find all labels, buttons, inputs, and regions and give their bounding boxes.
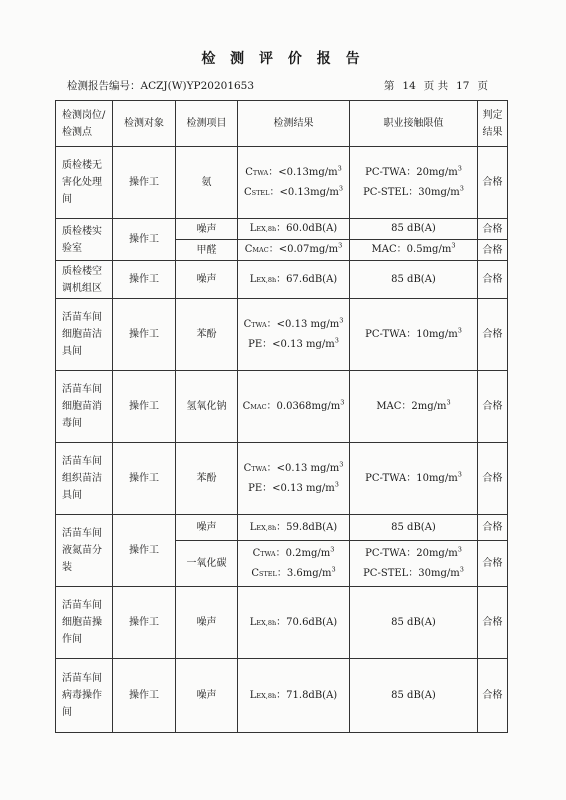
value-superscript: 3 — [459, 184, 464, 193]
value-subscript: STEL — [259, 569, 277, 578]
value-text: PC-TWA：10mg/m — [365, 472, 458, 484]
value-superscript: 3 — [457, 545, 462, 554]
table-header-row — [56, 101, 508, 147]
page-indicator — [380, 78, 492, 93]
table-row — [56, 515, 508, 541]
value-text: PC-STEL：30mg/m — [363, 186, 460, 198]
cell-result — [238, 299, 350, 371]
cell-judge: 合格 — [478, 261, 508, 299]
value-superscript: 3 — [330, 545, 335, 554]
value-superscript: 3 — [334, 480, 339, 489]
header-position: 检测岗位/检测点 — [56, 101, 113, 147]
value-superscript: 3 — [457, 326, 462, 335]
value-subscript: EX,8h — [256, 275, 277, 284]
value-subscript: MAC — [250, 402, 267, 411]
result-line — [240, 397, 347, 417]
cell-subject: 操作工 — [113, 371, 176, 443]
cell-limit — [350, 443, 478, 515]
value-prefix: L — [249, 616, 257, 628]
table-row — [56, 219, 508, 240]
value-superscript: 3 — [446, 398, 451, 407]
value-text: 85 dB(A) — [391, 616, 436, 628]
cell-item: 噪声 — [176, 659, 238, 733]
limit-line — [352, 325, 475, 345]
cell-judge: 合格 — [478, 515, 508, 541]
value-superscript: 3 — [337, 164, 342, 173]
page-current: 14 — [402, 80, 416, 92]
cell-result — [238, 587, 350, 659]
table-row — [56, 371, 508, 443]
value-prefix: C — [243, 318, 252, 330]
cell-judge: 合格 — [478, 541, 508, 587]
result-line — [240, 183, 347, 203]
header-subject: 检测对象 — [113, 101, 176, 147]
value-prefix: C — [243, 186, 252, 198]
value-subscript: TWA — [251, 464, 267, 473]
limit-line — [352, 686, 475, 706]
cell-result — [238, 541, 350, 587]
result-line — [240, 544, 347, 564]
result-line — [240, 564, 347, 584]
result-line — [240, 315, 347, 335]
cell-limit — [350, 541, 478, 587]
cell-limit — [350, 515, 478, 541]
cell-judge: 合格 — [478, 147, 508, 219]
value-superscript: 3 — [338, 184, 344, 193]
cell-item: 氢氧化钠 — [176, 371, 238, 443]
cell-subject: 操作工 — [113, 219, 176, 261]
cell-result — [238, 147, 350, 219]
value-text: MAC：2mg/m — [376, 400, 447, 412]
value-text: ：<0.07mg/m — [268, 244, 339, 255]
cell-position: 质检楼无害化处理间 — [56, 147, 113, 219]
report-number — [67, 78, 254, 93]
cell-position: 活苗车间细胞苗操作间 — [56, 587, 113, 659]
value-superscript: 3 — [331, 565, 336, 574]
table-row — [56, 299, 508, 371]
value-prefix: C — [245, 166, 253, 178]
cell-judge: 合格 — [478, 299, 508, 371]
cell-item: 噪声 — [176, 587, 238, 659]
value-text: 85 dB(A) — [391, 273, 436, 285]
value-text: PC-STEL：30mg/m — [363, 567, 460, 579]
limit-line — [352, 564, 475, 584]
limit-line — [352, 613, 475, 633]
cell-item: 苯酚 — [176, 299, 238, 371]
value-subscript: EX,8h — [256, 618, 277, 627]
report-number-value: ACZJ(W)YP20201653 — [140, 80, 255, 92]
value-prefix: PE — [248, 482, 263, 494]
value-prefix: C — [243, 462, 252, 474]
value-subscript: MAC — [252, 246, 269, 254]
result-line — [240, 335, 347, 355]
value-text: ：70.6dB(A) — [276, 616, 338, 628]
limit-line — [352, 544, 475, 564]
value-prefix: L — [249, 223, 257, 234]
value-text: 85 dB(A) — [391, 521, 436, 533]
table-row — [56, 443, 508, 515]
table-row — [56, 659, 508, 733]
value-subscript: EX,8h — [256, 691, 277, 700]
value-text: ：59.8dB(A) — [276, 521, 338, 533]
result-line — [240, 240, 347, 260]
cell-judge: 合格 — [478, 443, 508, 515]
limit-line — [352, 518, 475, 538]
page-label-pre: 第 — [383, 80, 395, 92]
cell-item: 苯酚 — [176, 443, 238, 515]
cell-subject: 操作工 — [113, 587, 176, 659]
cell-result — [238, 219, 350, 240]
cell-limit — [350, 261, 478, 299]
header-limit: 职业接触限值 — [350, 101, 478, 147]
value-text: PC-TWA：20mg/m — [365, 166, 458, 178]
table-row — [56, 587, 508, 659]
value-text: 85 dB(A) — [391, 689, 436, 701]
header-item: 检测项目 — [176, 101, 238, 147]
value-subscript: EX,8h — [256, 523, 277, 532]
value-text: ：3.6mg/m — [276, 567, 332, 579]
cell-item: 噪声 — [176, 515, 238, 541]
cell-position: 质检楼空调机组区 — [56, 261, 113, 299]
limit-line — [352, 219, 475, 239]
page-total: 17 — [456, 80, 470, 92]
value-text: ：71.8dB(A) — [276, 689, 338, 701]
value-superscript: 3 — [451, 241, 456, 250]
value-subscript: TWA — [251, 320, 267, 329]
value-prefix: C — [252, 547, 261, 559]
value-superscript: 3 — [457, 164, 462, 173]
cell-result — [238, 443, 350, 515]
cell-subject: 操作工 — [113, 659, 176, 733]
cell-item: 噪声 — [176, 261, 238, 299]
result-line — [240, 613, 347, 633]
result-line — [240, 163, 347, 183]
cell-subject: 操作工 — [113, 261, 176, 299]
table-body — [56, 147, 508, 733]
cell-subject: 操作工 — [113, 443, 176, 515]
cell-result — [238, 659, 350, 733]
result-line — [240, 686, 347, 706]
cell-item: 噪声 — [176, 219, 238, 240]
value-prefix: C — [242, 400, 251, 412]
value-prefix: L — [249, 521, 257, 533]
cell-position: 活苗车间组织苗洁具间 — [56, 443, 113, 515]
value-prefix: C — [251, 567, 259, 579]
cell-result — [238, 371, 350, 443]
limit-line — [352, 469, 475, 489]
cell-limit — [350, 299, 478, 371]
result-line — [240, 518, 347, 538]
value-superscript: 3 — [339, 316, 344, 325]
value-superscript: 3 — [339, 460, 344, 469]
result-line — [240, 219, 347, 239]
value-superscript: 3 — [334, 336, 339, 345]
value-prefix: L — [249, 273, 257, 285]
limit-line — [352, 270, 475, 290]
report-number-label: 检测报告编号： — [67, 80, 141, 92]
cell-judge: 合格 — [478, 219, 508, 240]
value-text: 85 dB(A) — [391, 223, 436, 234]
table-row — [56, 147, 508, 219]
cell-subject: 操作工 — [113, 299, 176, 371]
result-line — [240, 459, 347, 479]
cell-judge: 合格 — [478, 240, 508, 261]
cell-result — [238, 261, 350, 299]
header-result: 检测结果 — [238, 101, 350, 147]
value-text: PC-TWA：10mg/m — [365, 328, 458, 340]
value-subscript: STEL — [251, 188, 270, 197]
value-text: ：<0.13mg/m — [269, 186, 339, 198]
cell-position: 活苗车间病毒操作间 — [56, 659, 113, 733]
limit-line — [352, 183, 475, 203]
value-text: ：<0.13 mg/m — [266, 462, 340, 474]
value-superscript: 3 — [340, 398, 345, 407]
table-row — [56, 261, 508, 299]
value-text: MAC：0.5mg/m — [371, 244, 452, 255]
cell-limit — [350, 219, 478, 240]
value-superscript: 3 — [338, 241, 343, 250]
value-text: ：<0.13mg/m — [268, 166, 338, 178]
value-text: ：0.0368mg/m — [266, 400, 341, 412]
result-line — [240, 479, 347, 499]
value-text: ：67.6dB(A) — [276, 273, 338, 285]
limit-line — [352, 240, 475, 260]
value-prefix: PE — [248, 338, 263, 350]
value-subscript: TWA — [252, 168, 269, 177]
cell-limit — [350, 371, 478, 443]
limit-line — [352, 397, 475, 417]
cell-judge: 合格 — [478, 659, 508, 733]
cell-judge: 合格 — [478, 587, 508, 659]
cell-subject: 操作工 — [113, 515, 176, 587]
document-title: 检 测 评 价 报 告 — [201, 51, 365, 67]
cell-item: 甲醛 — [176, 240, 238, 261]
value-text: ：<0.13 mg/m — [266, 318, 340, 330]
value-subscript: TWA — [260, 549, 276, 558]
value-superscript: 3 — [457, 470, 462, 479]
cell-limit — [350, 240, 478, 261]
value-text: ：60.0dB(A) — [276, 223, 338, 234]
cell-position: 活苗车间液氮苗分装 — [56, 515, 113, 587]
value-prefix: L — [249, 689, 257, 701]
cell-limit — [350, 147, 478, 219]
header-judge: 判定结果 — [478, 101, 508, 147]
cell-result — [238, 515, 350, 541]
value-text: ：0.2mg/m — [275, 547, 331, 559]
cell-limit — [350, 587, 478, 659]
value-text: ：<0.13 mg/m — [262, 482, 335, 494]
cell-item: 氨 — [176, 147, 238, 219]
cell-limit — [350, 659, 478, 733]
value-text: PC-TWA：20mg/m — [365, 547, 458, 559]
cell-position: 活苗车间细胞苗洁具间 — [56, 299, 113, 371]
cell-position: 质检楼实验室 — [56, 219, 113, 261]
value-prefix: C — [244, 244, 253, 255]
value-subscript: EX,8h — [256, 225, 277, 233]
value-text: ：<0.13 mg/m — [262, 338, 335, 350]
limit-line — [352, 163, 475, 183]
cell-subject: 操作工 — [113, 147, 176, 219]
result-line — [240, 270, 347, 290]
cell-judge: 合格 — [478, 371, 508, 443]
evaluation-table — [55, 100, 508, 733]
cell-item: 一氧化碳 — [176, 541, 238, 587]
page-label-mid: 页 共 — [423, 80, 449, 92]
cell-position: 活苗车间细胞苗消毒间 — [56, 371, 113, 443]
page-label-post: 页 — [477, 80, 488, 92]
value-superscript: 3 — [459, 565, 464, 574]
cell-result — [238, 240, 350, 261]
